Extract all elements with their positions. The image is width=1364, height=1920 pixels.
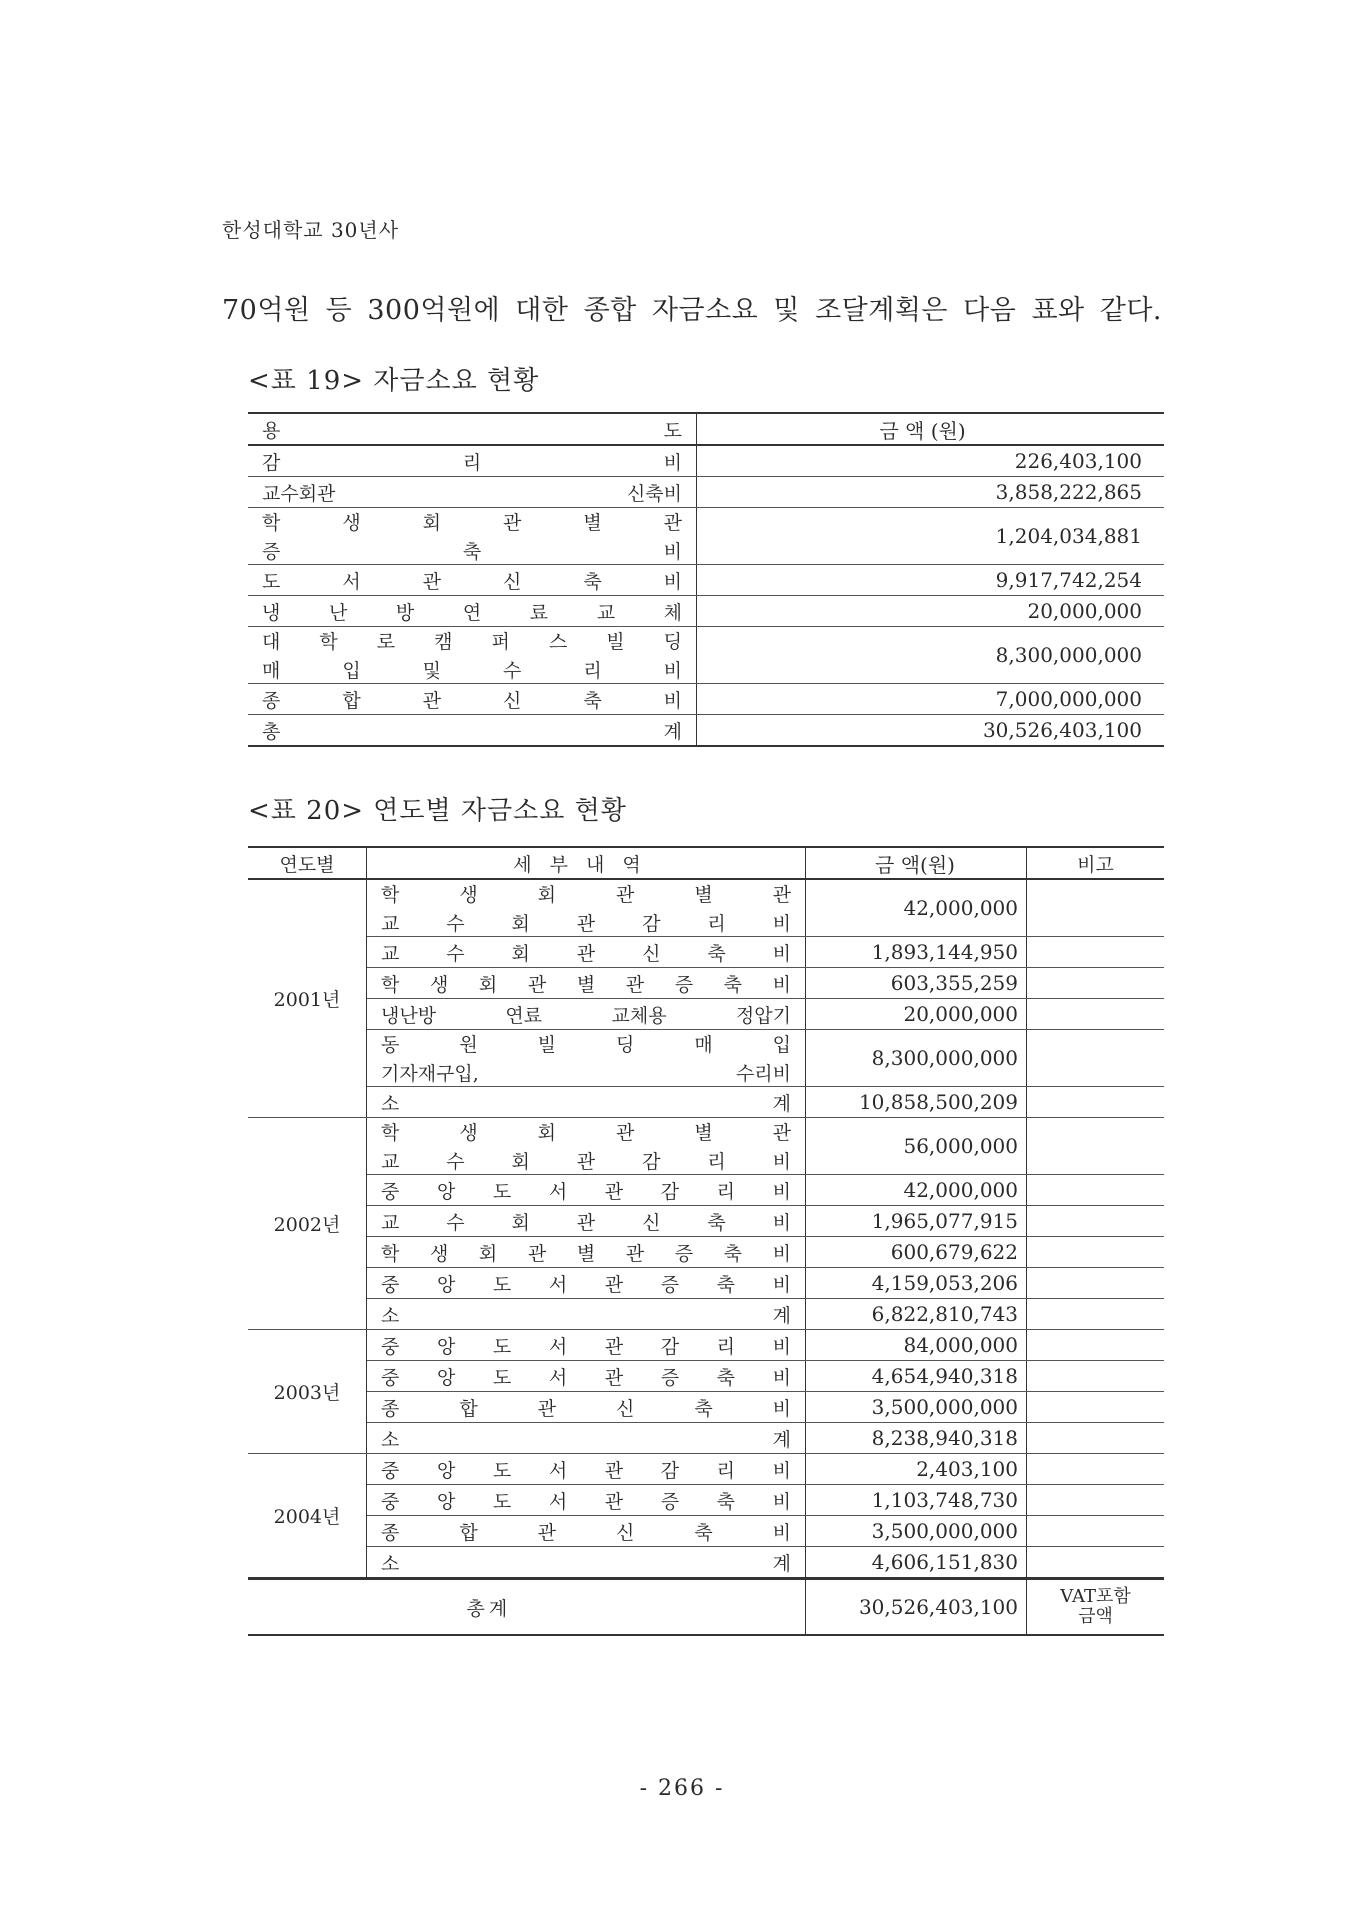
table20-detail-line: 소 계	[381, 1428, 791, 1451]
table20-detail-cell	[367, 1454, 806, 1485]
table20-amount-cell: 1,103,748,730	[806, 1485, 1027, 1516]
table20-detail-line: 종 합 관 신 축 비	[381, 1397, 791, 1420]
table20-header-amount: 금 액(원)	[806, 847, 1027, 879]
page-number: - 266 -	[639, 1776, 725, 1801]
table19-amount-cell: 30,526,403,100	[697, 715, 1165, 747]
table20-detail-line: 교 수 회 관 신 축 비	[381, 942, 791, 965]
table20-note-cell	[1027, 1030, 1165, 1087]
table19-use-line: 도 서 관 신 축 비	[262, 570, 682, 593]
table20-amount-cell: 10,858,500,209	[806, 1087, 1027, 1118]
table20-note-cell	[1027, 999, 1165, 1030]
table20-row	[248, 999, 1164, 1030]
table20-detail-cell	[367, 1423, 806, 1454]
table19-use-cell	[248, 508, 697, 565]
table19-use-cell	[248, 477, 697, 508]
table20-row	[248, 968, 1164, 999]
table20-row	[248, 1423, 1164, 1454]
table19-header-use	[248, 413, 697, 445]
table20-detail-line: 중 앙 도 서 관 감 리 비	[381, 1335, 791, 1358]
table20-note-cell	[1027, 1454, 1165, 1485]
table20-detail-line: 중 앙 도 서 관 증 축 비	[381, 1366, 791, 1389]
table20-body	[248, 847, 1164, 1635]
table20-note-cell	[1027, 1485, 1165, 1516]
table20-note-cell	[1027, 1175, 1165, 1206]
table20-note-cell	[1027, 879, 1165, 937]
table20-total-amount: 30,526,403,100	[806, 1579, 1027, 1636]
table19-row	[248, 684, 1164, 715]
table20-row	[248, 1206, 1164, 1237]
table20-note-cell	[1027, 1392, 1165, 1423]
table20-detail-line: 종 합 관 신 축 비	[381, 1521, 791, 1544]
table20-row	[248, 1175, 1164, 1206]
table19-row	[248, 715, 1164, 747]
table20-note-cell	[1027, 968, 1165, 999]
table19-body	[248, 413, 1164, 746]
table20-note-cell	[1027, 1330, 1165, 1361]
table20-row	[248, 937, 1164, 968]
table20-year-cell: 2003년	[248, 1330, 367, 1454]
table20-detail-line: 소 계	[381, 1092, 791, 1115]
table19-header-use-last: 도	[663, 419, 682, 442]
table20-note-cell	[1027, 1206, 1165, 1237]
table20-row	[248, 1299, 1164, 1330]
table19-row	[248, 596, 1164, 627]
table20-amount-cell: 6,822,810,743	[806, 1299, 1027, 1330]
table20-detail-line: 교 수 회 관 신 축 비	[381, 1211, 791, 1234]
table20-note-cell	[1027, 1118, 1165, 1175]
table20-note-cell	[1027, 937, 1165, 968]
table19-use-cell	[248, 565, 697, 596]
table20-detail-cell	[367, 1361, 806, 1392]
table19-use-cell	[248, 715, 697, 747]
table20-amount-cell: 20,000,000	[806, 999, 1027, 1030]
table20-year-cell: 2001년	[248, 879, 367, 1118]
table20-detail-line: 냉난방 연료 교체용 정압기	[381, 1004, 791, 1027]
table20-year-cell: 2004년	[248, 1454, 367, 1579]
table20-note-cell	[1027, 1547, 1165, 1579]
table20-row	[248, 1118, 1164, 1175]
table19-header-row	[248, 413, 1164, 445]
table20-amount-cell: 56,000,000	[806, 1118, 1027, 1175]
table20-detail-line: 중 앙 도 서 관 증 축 비	[381, 1490, 791, 1513]
table19-use-line: 총 계	[262, 720, 682, 743]
table20-detail-line: 소 계	[381, 1304, 791, 1327]
table20-detail-cell	[367, 1392, 806, 1423]
table20-year-cell: 2002년	[248, 1118, 367, 1330]
table19-amount-cell: 20,000,000	[697, 596, 1165, 627]
table19-amount-cell: 7,000,000,000	[697, 684, 1165, 715]
table20-header-detail: 세부내역	[367, 847, 806, 879]
table20-detail-line: 교 수 회 관 감 리 비	[381, 1151, 791, 1173]
table20-detail-cell	[367, 1118, 806, 1175]
table20-amount-cell: 3,500,000,000	[806, 1392, 1027, 1423]
table19-use-line: 종 합 관 신 축 비	[262, 689, 682, 712]
table19-amount-cell: 3,858,222,865	[697, 477, 1165, 508]
table20-note-cell	[1027, 1361, 1165, 1392]
table20-note-cell	[1027, 1299, 1165, 1330]
table20-total-label: 총계	[248, 1579, 806, 1636]
table19-amount-cell: 226,403,100	[697, 445, 1165, 477]
table19-row	[248, 627, 1164, 684]
table19-amount-cell: 8,300,000,000	[697, 627, 1165, 684]
table19-amount-cell: 1,204,034,881	[697, 508, 1165, 565]
table19-header-amount: 금 액 (원)	[697, 413, 1165, 445]
table20-detail-line: 학 생 회 관 별 관	[381, 1122, 791, 1144]
table20-row	[248, 1485, 1164, 1516]
table20-detail-cell	[367, 1268, 806, 1299]
table20-detail-line: 중 앙 도 서 관 증 축 비	[381, 1273, 791, 1296]
table20-row	[248, 1361, 1164, 1392]
table20-detail-cell	[367, 1330, 806, 1361]
table20-detail-line: 중 앙 도 서 관 감 리 비	[381, 1459, 791, 1482]
table20-row	[248, 1030, 1164, 1087]
table20-amount-cell: 2,403,100	[806, 1454, 1027, 1485]
table20-amount-cell: 600,679,622	[806, 1237, 1027, 1268]
table20-amount-cell: 1,965,077,915	[806, 1206, 1027, 1237]
table20-detail-line: 소 계	[381, 1552, 791, 1575]
table20-row	[248, 1454, 1164, 1485]
table20	[248, 846, 1164, 1636]
table20-row	[248, 1268, 1164, 1299]
table20-detail-cell	[367, 999, 806, 1030]
table19-use-line: 교수회관 신축비	[262, 482, 682, 505]
table20-note-cell	[1027, 1423, 1165, 1454]
running-head: 한성대학교 30년사	[222, 218, 400, 242]
table20-detail-cell	[367, 1485, 806, 1516]
table20-row	[248, 1330, 1164, 1361]
table20-note-cell	[1027, 1268, 1165, 1299]
table20-row	[248, 1516, 1164, 1547]
table20-total-note	[1027, 1579, 1165, 1636]
table19-row	[248, 477, 1164, 508]
table20-row	[248, 1392, 1164, 1423]
table20-row	[248, 879, 1164, 937]
table19-use-cell	[248, 596, 697, 627]
table19-use-line: 학 생 회 관 별 관	[262, 512, 682, 534]
table20-header-row	[248, 847, 1164, 879]
table20-detail-line: 학 생 회 관 별 관 증 축 비	[381, 1242, 791, 1265]
table20-header-note: 비고	[1027, 847, 1165, 879]
table19-caption: <표 19> 자금소요 현황	[248, 366, 540, 396]
table20-detail-line: 중 앙 도 서 관 감 리 비	[381, 1180, 791, 1203]
table20-amount-cell: 1,893,144,950	[806, 937, 1027, 968]
table20-amount-cell: 42,000,000	[806, 1175, 1027, 1206]
table20-detail-line: 교 수 회 관 감 리 비	[381, 913, 791, 935]
table20-detail-cell	[367, 1299, 806, 1330]
table20-header-year: 연도별	[248, 847, 367, 879]
table19-row	[248, 565, 1164, 596]
table19-use-cell	[248, 684, 697, 715]
table20-detail-cell	[367, 879, 806, 937]
table20-detail-cell	[367, 1030, 806, 1087]
table20-note-cell	[1027, 1237, 1165, 1268]
table20-caption: <표 20> 연도별 자금소요 현황	[248, 796, 627, 826]
table20-detail-cell	[367, 1547, 806, 1579]
table20-row	[248, 1087, 1164, 1118]
table20-total-row	[248, 1579, 1164, 1636]
table20-row	[248, 1237, 1164, 1268]
table19-use-line: 냉 난 방 연 료 교 체	[262, 601, 682, 624]
table19-row	[248, 508, 1164, 565]
table20-detail-line: 학 생 회 관 별 관	[381, 884, 791, 906]
table20-row	[248, 1547, 1164, 1579]
table20-detail-line: 기자재구입, 수리비	[381, 1063, 791, 1085]
table19	[248, 412, 1164, 747]
table20-detail-cell	[367, 968, 806, 999]
table19-use-cell	[248, 627, 697, 684]
table20-total-note-line: 금액	[1078, 1606, 1113, 1627]
table20-amount-cell: 42,000,000	[806, 879, 1027, 937]
table20-note-cell	[1027, 1087, 1165, 1118]
table20-detail-cell	[367, 1516, 806, 1547]
table20-amount-cell: 4,606,151,830	[806, 1547, 1027, 1579]
table19-row	[248, 445, 1164, 477]
table20-amount-cell: 84,000,000	[806, 1330, 1027, 1361]
table19-use-line: 매 입 및 수 리 비	[262, 660, 682, 682]
table19-use-line: 대 학 로 캠 퍼 스 빌 딩	[262, 631, 682, 653]
table20-detail-cell	[367, 1175, 806, 1206]
table20-amount-cell: 4,654,940,318	[806, 1361, 1027, 1392]
table19-use-line: 감 리 비	[262, 451, 682, 474]
table20-amount-cell: 3,500,000,000	[806, 1516, 1027, 1547]
table19-header-use-first: 용	[262, 419, 281, 442]
table20-detail-line: 동 원 빌 딩 매 입	[381, 1034, 791, 1056]
table20-amount-cell: 603,355,259	[806, 968, 1027, 999]
table20-amount-cell: 8,300,000,000	[806, 1030, 1027, 1087]
table20-note-cell	[1027, 1516, 1165, 1547]
table20-detail-cell	[367, 1237, 806, 1268]
table19-use-line: 증 축 비	[262, 541, 682, 563]
table20-detail-line: 학 생 회 관 별 관 증 축 비	[381, 973, 791, 996]
table20-amount-cell: 8,238,940,318	[806, 1423, 1027, 1454]
table20-detail-cell	[367, 1087, 806, 1118]
table19-use-cell	[248, 445, 697, 477]
table20-total-note-line: VAT포함	[1060, 1586, 1131, 1607]
table20-detail-cell	[367, 937, 806, 968]
table20-detail-cell	[367, 1206, 806, 1237]
table19-amount-cell: 9,917,742,254	[697, 565, 1165, 596]
table20-amount-cell: 4,159,053,206	[806, 1268, 1027, 1299]
intro-paragraph: 70억원 등 300억원에 대한 종합 자금소요 및 조달계획은 다음 표와 같다.	[222, 295, 1162, 326]
